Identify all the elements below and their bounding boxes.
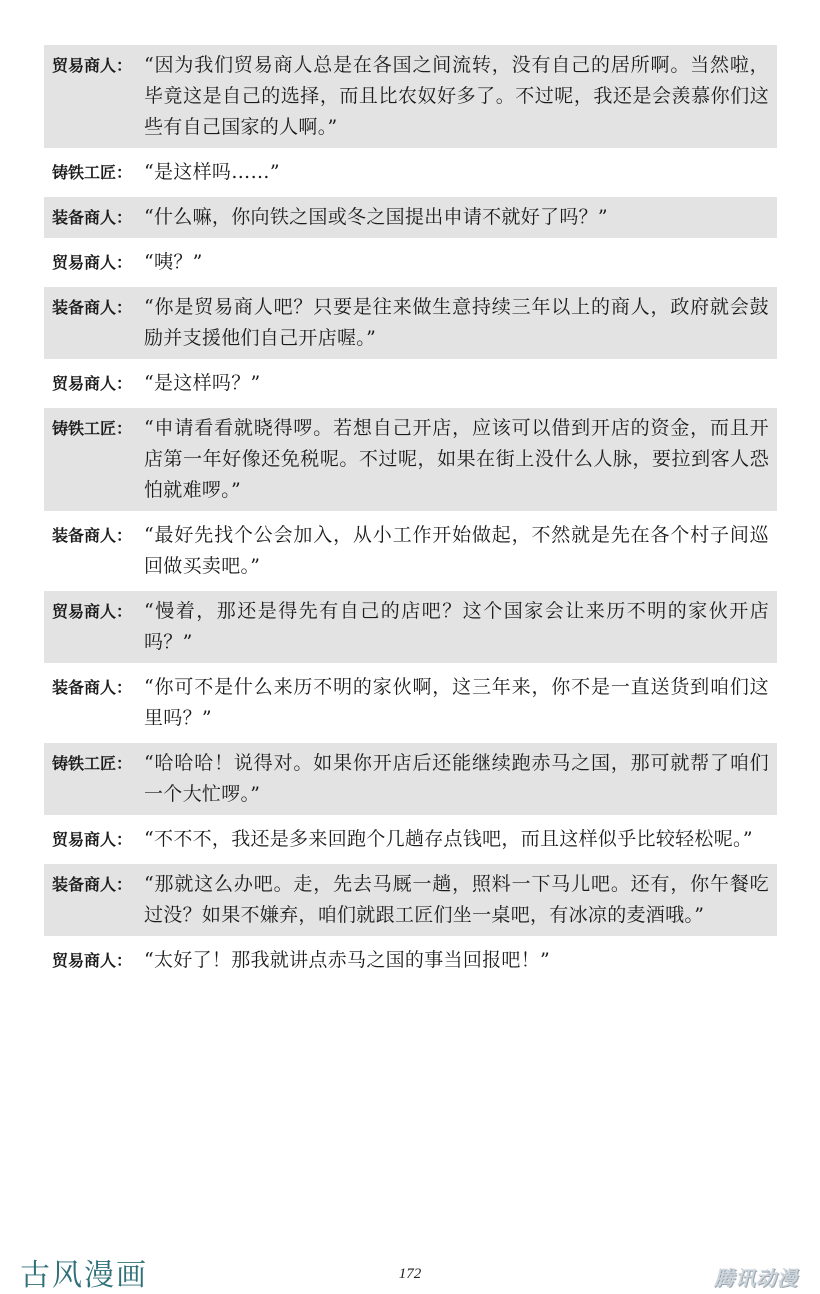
watermark-logo-right: 腾讯动漫	[714, 1266, 798, 1290]
speaker-name: 贸易商人：	[52, 602, 133, 621]
speaker-name: 装备商人：	[52, 526, 133, 545]
speaker-name: 铸铁工匠：	[52, 163, 133, 182]
speaker-name: 贸易商人：	[52, 56, 133, 75]
dialogue-text: “什么嘛，你向铁之国或冬之国提出申请不就好了吗？”	[144, 206, 608, 228]
dialogue-text: “因为我们贸易商人总是在各国之间流转，没有自己的居所啊。当然啦，毕竟这是自己的选择，而且比农奴好多了。不过呢，我还是会羡慕你们这些有自己国家的人啊。”	[144, 54, 769, 138]
dialogue-text: “慢着，那还是得先有自己的店吧？这个国家会让来历不明的家伙开店吗？”	[144, 600, 769, 653]
dialogue-row	[44, 287, 777, 359]
dialogue-row	[44, 667, 777, 739]
watermark-logo-left: 古风漫画	[20, 1258, 148, 1293]
speaker-name: 贸易商人：	[52, 253, 133, 272]
dialogue-row	[44, 864, 777, 936]
dialogue-text: “最好先找个公会加入，从小工作开始做起，不然就是先在各个村子间巡回做买卖吧。”	[144, 524, 769, 577]
dialogue-row	[44, 363, 777, 404]
dialogue-text: “是这样吗……”	[144, 161, 280, 183]
dialogue-list	[44, 45, 777, 985]
dialogue-text: “是这样吗？”	[144, 372, 261, 394]
dialogue-row	[44, 197, 777, 238]
speaker-name: 贸易商人：	[52, 830, 133, 849]
speaker-name: 装备商人：	[52, 875, 133, 894]
dialogue-row	[44, 408, 777, 511]
speaker-name: 装备商人：	[52, 208, 133, 227]
dialogue-row	[44, 242, 777, 283]
dialogue-row	[44, 152, 777, 193]
dialogue-row	[44, 591, 777, 663]
dialogue-row	[44, 940, 777, 981]
dialogue-row	[44, 819, 777, 860]
speaker-name: 装备商人：	[52, 298, 133, 317]
dialogue-row	[44, 743, 777, 815]
dialogue-row	[44, 515, 777, 587]
speaker-name: 贸易商人：	[52, 374, 133, 393]
dialogue-text: “哈哈哈！说得对。如果你开店后还能继续跑赤马之国，那可就帮了咱们一个大忙啰。”	[144, 752, 769, 805]
page-number: 172	[398, 1266, 422, 1282]
speaker-name: 装备商人：	[52, 678, 133, 697]
dialogue-row	[44, 45, 777, 148]
dialogue-text: “咦？”	[144, 251, 203, 273]
dialogue-text: “你可不是什么来历不明的家伙啊，这三年来，你不是一直送货到咱们这里吗？”	[144, 676, 769, 729]
dialogue-text: “不不不，我还是多来回跑个几趟存点钱吧，而且这样似乎比较轻松呢。”	[144, 828, 753, 850]
dialogue-text: “你是贸易商人吧？只要是往来做生意持续三年以上的商人，政府就会鼓励并支援他们自己开店喔。”	[144, 296, 769, 349]
dialogue-text: “太好了！那我就讲点赤马之国的事当回报吧！”	[144, 949, 551, 971]
dialogue-text: “那就这么办吧。走，先去马厩一趟，照料一下马儿吧。还有，你午餐吃过没？如果不嫌弃，咱们就跟工匠们坐一桌吧，有冰凉的麦酒哦。”	[144, 873, 769, 926]
speaker-name: 贸易商人：	[52, 951, 133, 970]
speaker-name: 铸铁工匠：	[52, 754, 133, 773]
speaker-name: 铸铁工匠：	[52, 419, 133, 438]
dialogue-text: “申请看看就晓得啰。若想自己开店，应该可以借到开店的资金，而且开店第一年好像还免税呢。不过呢，如果在街上没什么人脉，要拉到客人恐怕就难啰。”	[144, 417, 769, 501]
